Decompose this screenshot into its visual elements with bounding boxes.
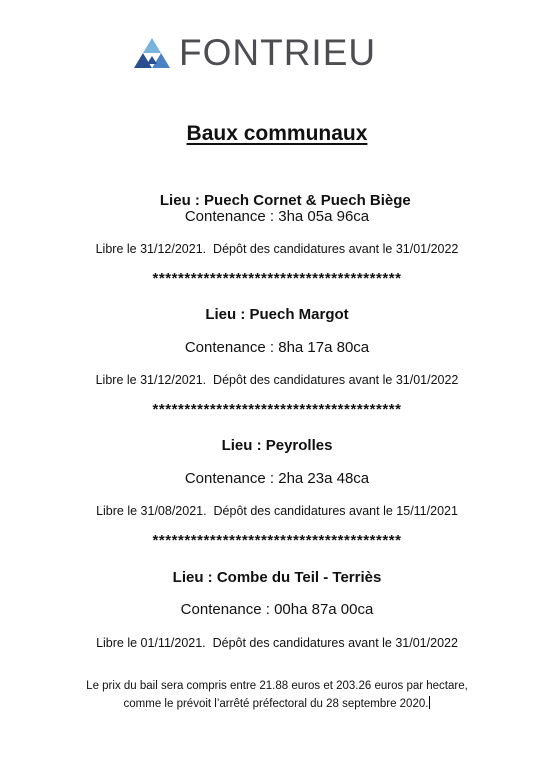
entry-2-contenance: Contenance : 8ha 17a 80ca [184,339,370,356]
fontrieu-logo [133,34,376,72]
price-note-line-2-text: comme le prévoit l’arrêté préfectoral du 28 septembre 2020. [123,698,429,710]
entry-4-libre: Libre le 01/11/2021. Dépôt des candidatures avant le 31/01/2022 [96,636,458,650]
logo-text: FONTRIEU [179,32,377,73]
entry-2-lieu: Lieu : Puech Margot [205,306,349,323]
entry-4-lieu: Lieu : Combe du Teil - Terriès [172,569,382,586]
separator-3: *************************************** [152,532,402,549]
entry-1-libre: Libre le 31/12/2021. Dépôt des candidatures avant le 31/01/2022 [95,242,459,256]
price-note [0,677,554,713]
separator-1: *************************************** [152,270,402,287]
entry-4-contenance: Contenance : 00ha 87a 00ca [180,601,374,618]
price-note-line-1: Le prix du bail sera compris entre 21.88 euros et 203.26 euros par hectare, [86,680,468,692]
entry-1-contenance: Contenance : 3ha 05a 96ca [184,208,370,225]
entry-2-libre: Libre le 31/12/2021. Dépôt des candidatures avant le 31/01/2022 [95,373,459,387]
entry-3-libre: Libre le 31/08/2021. Dépôt des candidatures avant le 15/11/2021 [96,504,458,518]
price-note-line-2 [0,695,554,713]
page-title: Baux communaux [186,122,368,145]
text-cursor [429,696,430,709]
entry-1-lieu-text: Lieu : Puech Cornet & Puech Biège [159,192,411,209]
entry-3-lieu: Lieu : Peyrolles [221,437,333,454]
triangle-logo-icon [133,36,171,70]
entry-3-contenance: Contenance : 2ha 23a 48ca [184,470,370,487]
separator-2: *************************************** [152,401,402,418]
